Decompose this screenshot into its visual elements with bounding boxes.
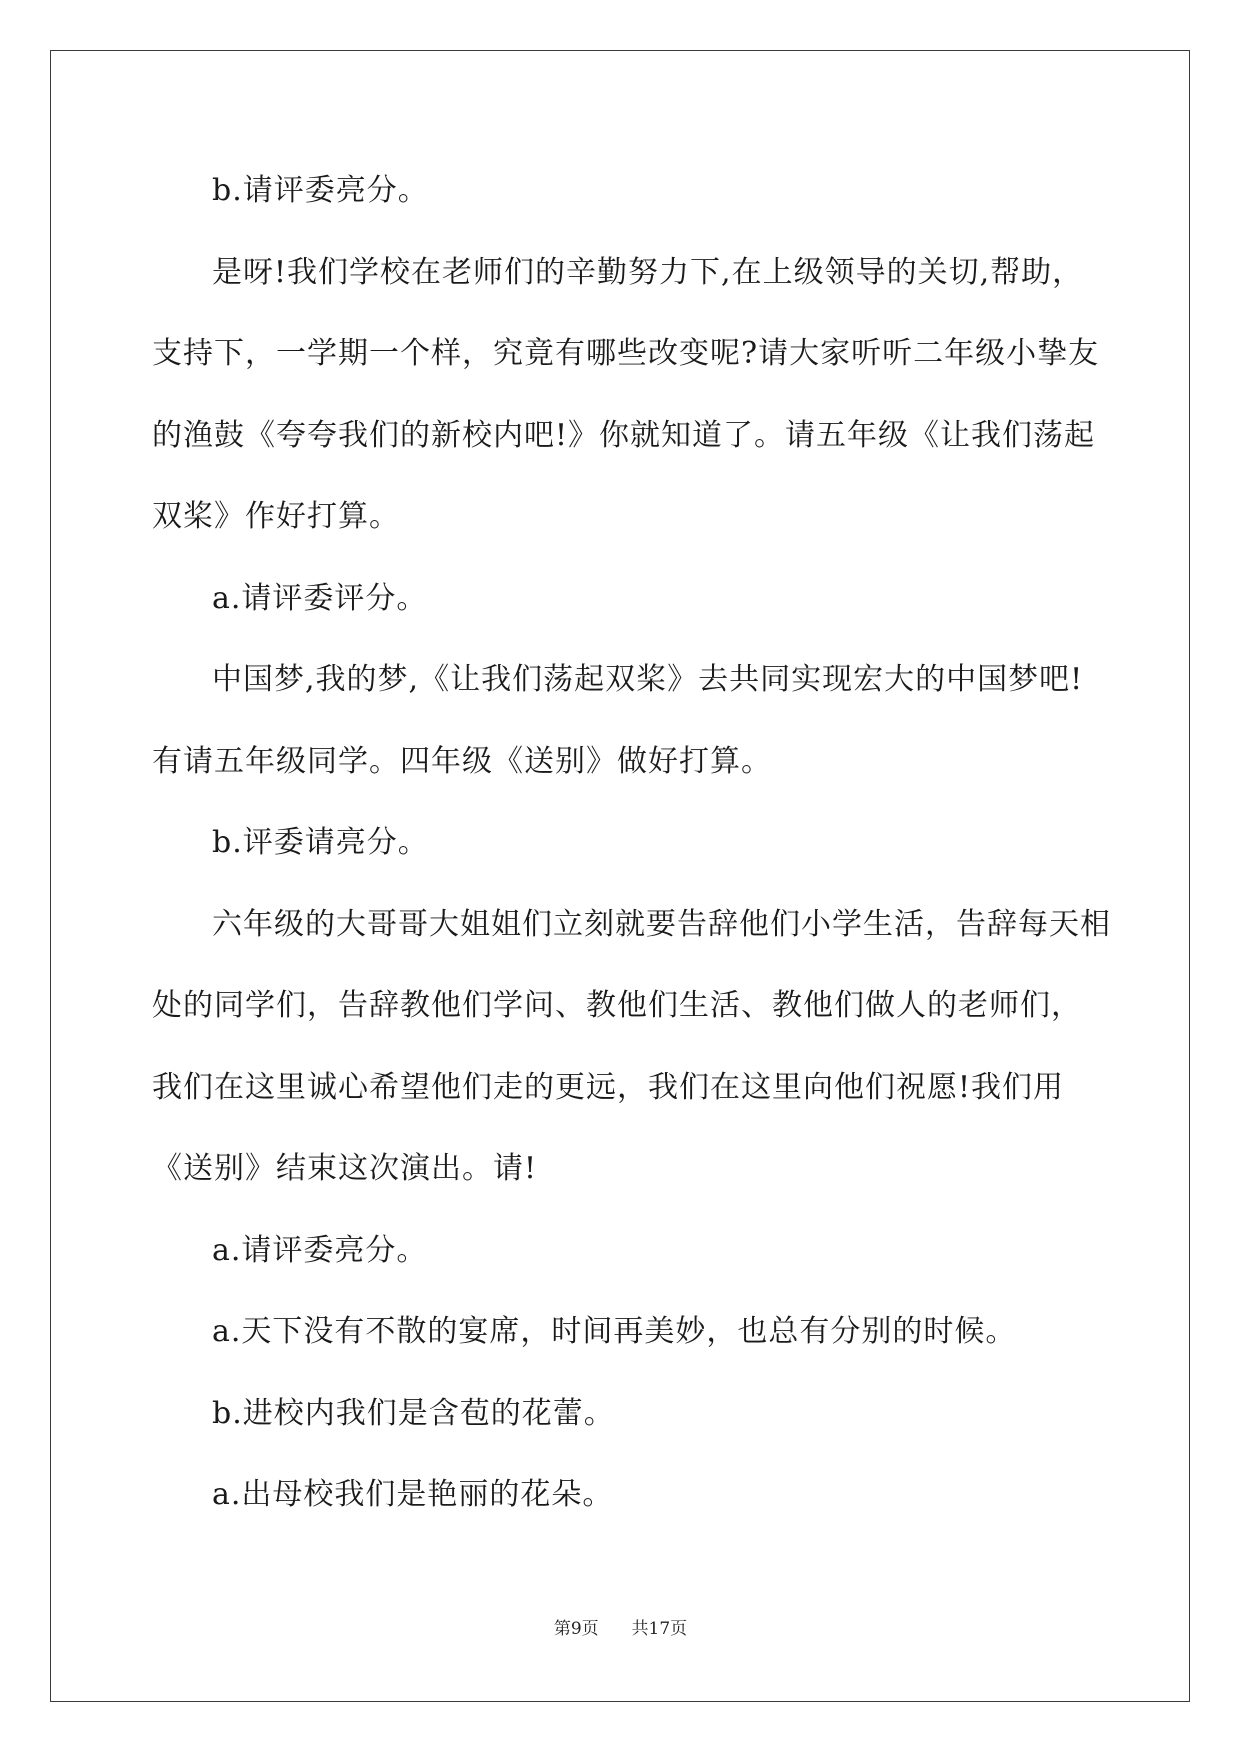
- paragraph: b.请评委亮分。: [212, 173, 429, 208]
- paragraph: a.请评委亮分。: [212, 1232, 428, 1268]
- page-footer: [0, 1614, 1241, 1639]
- paragraph: a.出母校我们是艳丽的花朵。: [212, 1477, 614, 1512]
- document-body: [152, 150, 1112, 1536]
- paragraph: 六年级的大哥哥大姐姐们立刻就要告辞他们小学生活，告辞每天相处的同学们，告辞教他们学问、教他们生活、教他们做人的老师们，我们在这里诚心希望他们走的更远，我们在这里向他们祝愿!我们用《送别》结束这次演出。请!: [152, 906, 1111, 1186]
- paragraph: a.天下没有不散的宴席，时间再美妙，也总有分别的时候。: [212, 1314, 1017, 1349]
- page-number: 第9页: [553, 1619, 599, 1639]
- paragraph: 是呀!我们学校在老师们的辛勤努力下,在上级领导的关切,帮助，支持下，一学期一个样，究竟有哪些改变呢?请大家听听二年级小挚友的渔鼓《夸夸我们的新校内吧!》你就知道了。请五年级《让我们荡起双桨》作好打算。: [152, 254, 1100, 534]
- paragraph: b.进校内我们是含苞的花蕾。: [212, 1395, 615, 1431]
- paragraph: a.请评委评分。: [212, 580, 428, 616]
- paragraph: b.评委请亮分。: [212, 825, 429, 860]
- paragraph: 中国梦,我的梦,《让我们荡起双桨》去共同实现宏大的中国梦吧!有请五年级同学。四年级《送别》做好打算。: [152, 662, 1084, 779]
- page-total: 共17页: [631, 1619, 688, 1639]
